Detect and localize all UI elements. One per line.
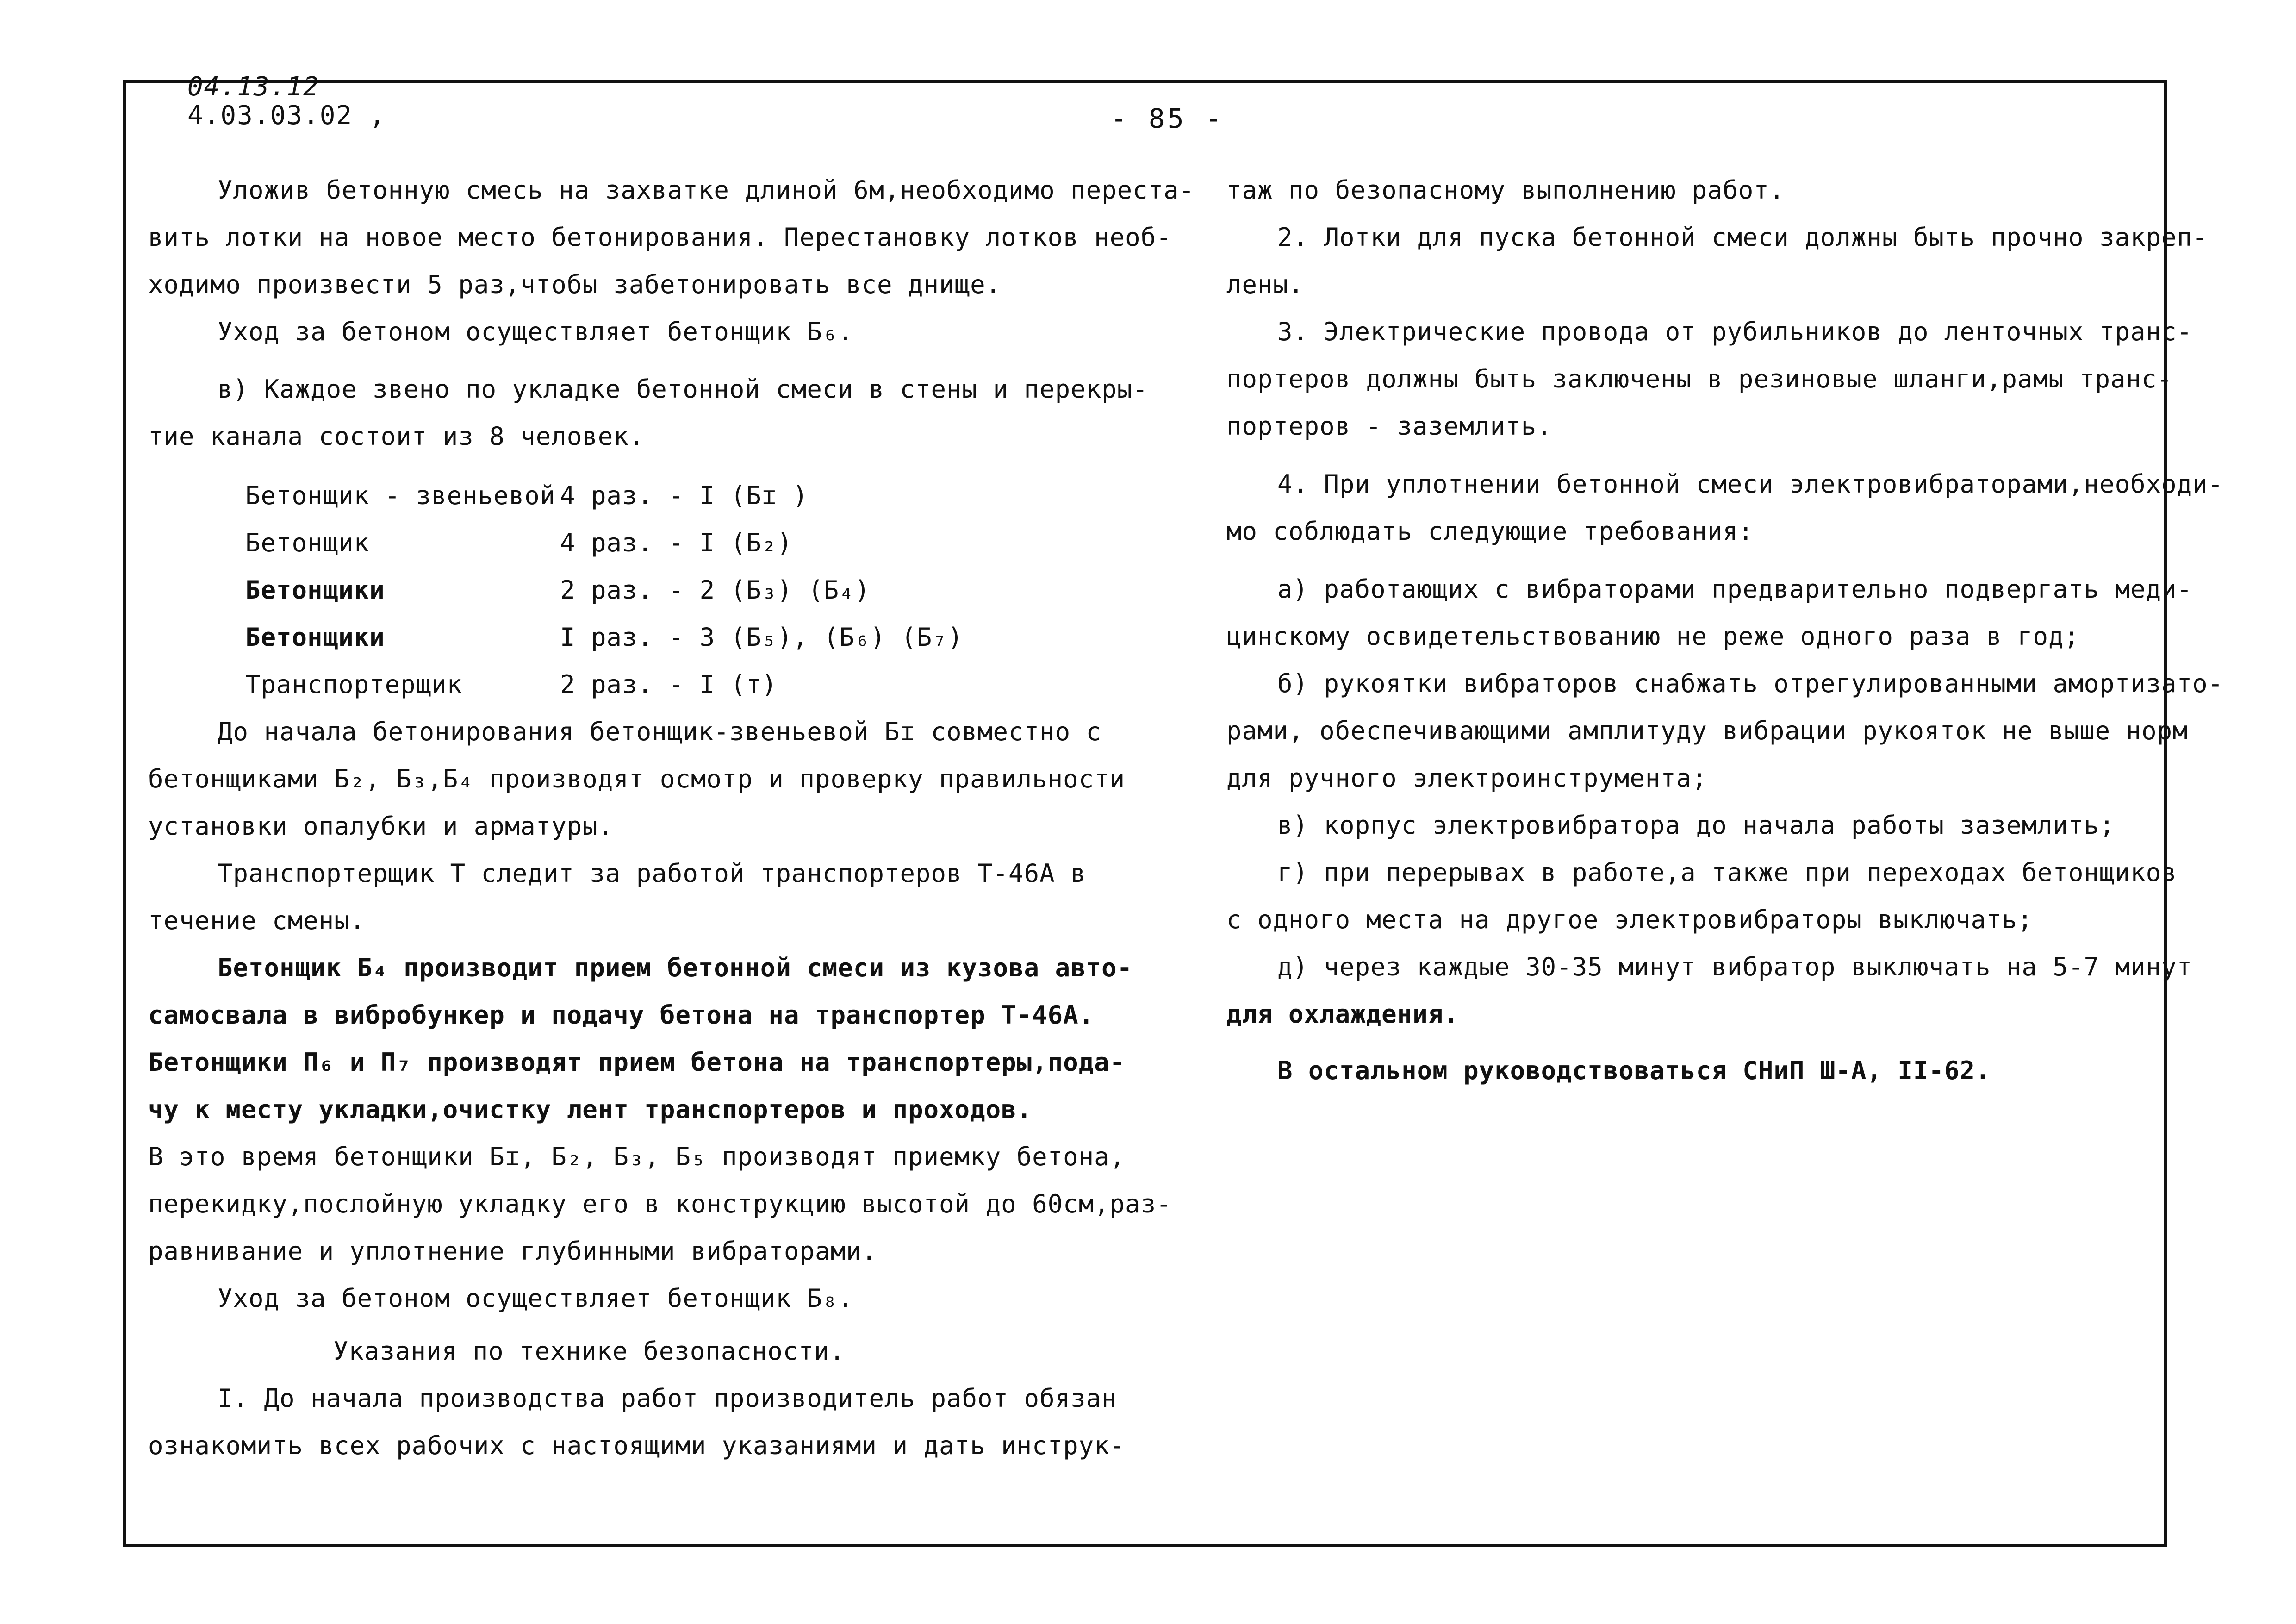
safety-heading: Указания по технике безопасности. [333,1337,845,1366]
paragraph-line: ходимо произвести 5 раз,чтобы забетонировать все днище. [148,270,1002,299]
paragraph-line: В остальном руководствоваться СНиП Ш-А, II-62. [1277,1056,1991,1085]
paragraph-line: а) работающих с вибраторами предварительно подвергать меди- [1277,575,2193,604]
paragraph-line: д) через каждые 30-35 минут вибратор выключать на 5-7 минут [1277,952,2193,981]
crew-role: Транспортерщик [245,670,463,699]
crew-grade: I раз. - 3 (Б₅), (Б₆) (Б₇) [560,623,964,652]
paragraph-line: портеров должны быть заключены в резиновые шланги,рамы транс- [1226,364,2173,394]
page-number: - 85 - [1111,103,1225,134]
paragraph-line: для охлаждения. [1226,999,1459,1029]
paragraph-line: вить лотки на новое место бетонирования. Перестановку лотков необ- [148,223,1172,252]
paragraph-line: Уложив бетонную смесь на захватке длиной 6м,необходимо переста- [218,175,1195,205]
crew-role: Бетонщик [245,528,370,557]
paragraph-line: До начала бетонирования бетонщик-звеньевой Бɪ совместно с [218,717,1102,746]
paragraph-line: Бетонщик Б₄ производит прием бетонной смеси из кузова авто- [218,953,1133,982]
paragraph-line: портеров - заземлить. [1226,412,1552,441]
paragraph-line: Уход за бетоном осуществляет бетонщик Б₆. [218,317,853,346]
paragraph-line: в) корпус электровибратора до начала работы заземлить; [1277,811,2115,840]
crew-role: Бетонщики [245,623,385,652]
paragraph-line: I. До начала производства работ производитель работ обязан [218,1384,1117,1413]
paragraph-line: мо соблюдать следующие требования: [1226,517,1754,546]
document-code-handwritten: 04.13.12 [187,72,320,102]
crew-grade: 2 раз. - I (т) [560,670,778,699]
paragraph-line: тие канала состоит из 8 человек. [148,422,645,451]
paragraph-line: бетонщиками Б₂, Б₃,Б₄ производят осмотр и проверку правильности [148,764,1126,793]
paragraph-line: самосвала в вибробункер и подачу бетона на транспортер Т-46А. [148,1000,1095,1030]
paragraph-line: равнивание и уплотнение глубинными вибраторами. [148,1237,877,1266]
paragraph-line: б) рукоятки вибраторов снабжать отрегулированными амортизато- [1277,669,2224,698]
paragraph-line: перекидку,послойную укладку его в конструкцию высотой до 60см,раз- [148,1189,1172,1218]
paragraph-line: В это время бетонщики Бɪ, Б₂, Б₃, Б₅ производят приемку бетона, [148,1142,1126,1171]
paragraph-line: течение смены. [148,906,366,935]
paragraph-line: таж по безопасному выполнению работ. [1226,175,1785,205]
paragraph-line: Уход за бетоном осуществляет бетонщик Б₈. [218,1284,853,1313]
paragraph-line: с одного места на другое электровибраторы выключать; [1226,905,2033,934]
paragraph-line: 3. Электрические провода от рубильников до ленточных транс- [1277,317,2193,346]
paragraph-line: цинскому освидетельствованию не реже одного раза в год; [1226,622,2080,651]
paragraph-line: г) при перерывах в работе,а также при переходах бетонщиков [1277,858,2177,887]
paragraph-line: рами, обеспечивающими амплитуду вибрации рукояток не выше норм [1226,716,2188,745]
paragraph-line: ознакомить всех рабочих с настоящими указаниями и дать инструк- [148,1431,1126,1460]
crew-role: Бетонщик - звеньевой [245,481,556,510]
paragraph-line: установки опалубки и арматуры. [148,812,614,841]
paragraph-line: 4. При уплотнении бетонной смеси электровибраторами,необходи- [1277,469,2224,499]
crew-grade: 4 раз. - I (Бɪ ) [560,481,809,510]
paragraph-line: Транспортерщик Т следит за работой транспортеров Т-46А в [218,859,1086,888]
paragraph-line: в) Каждое звено по укладке бетонной смеси в стены и перекры- [218,375,1148,404]
paragraph-line: 2. Лотки для пуска бетонной смеси должны быть прочно закреп- [1277,223,2208,252]
paragraph-line: чу к месту укладки,очистку лент транспортеров и проходов. [148,1095,1033,1124]
document-code: 4.03.03.02 , [187,100,386,131]
crew-role: Бетонщики [245,575,385,605]
paragraph-line: Бетонщики П₆ и П₇ производят прием бетона на транспортеры,пода- [148,1048,1126,1077]
crew-grade: 4 раз. - I (Б₂) [560,528,793,557]
paragraph-line: лены. [1226,270,1304,299]
crew-grade: 2 раз. - 2 (Б₃) (Б₄) [560,575,871,605]
paragraph-line: для ручного электроинструмента; [1226,763,1707,793]
